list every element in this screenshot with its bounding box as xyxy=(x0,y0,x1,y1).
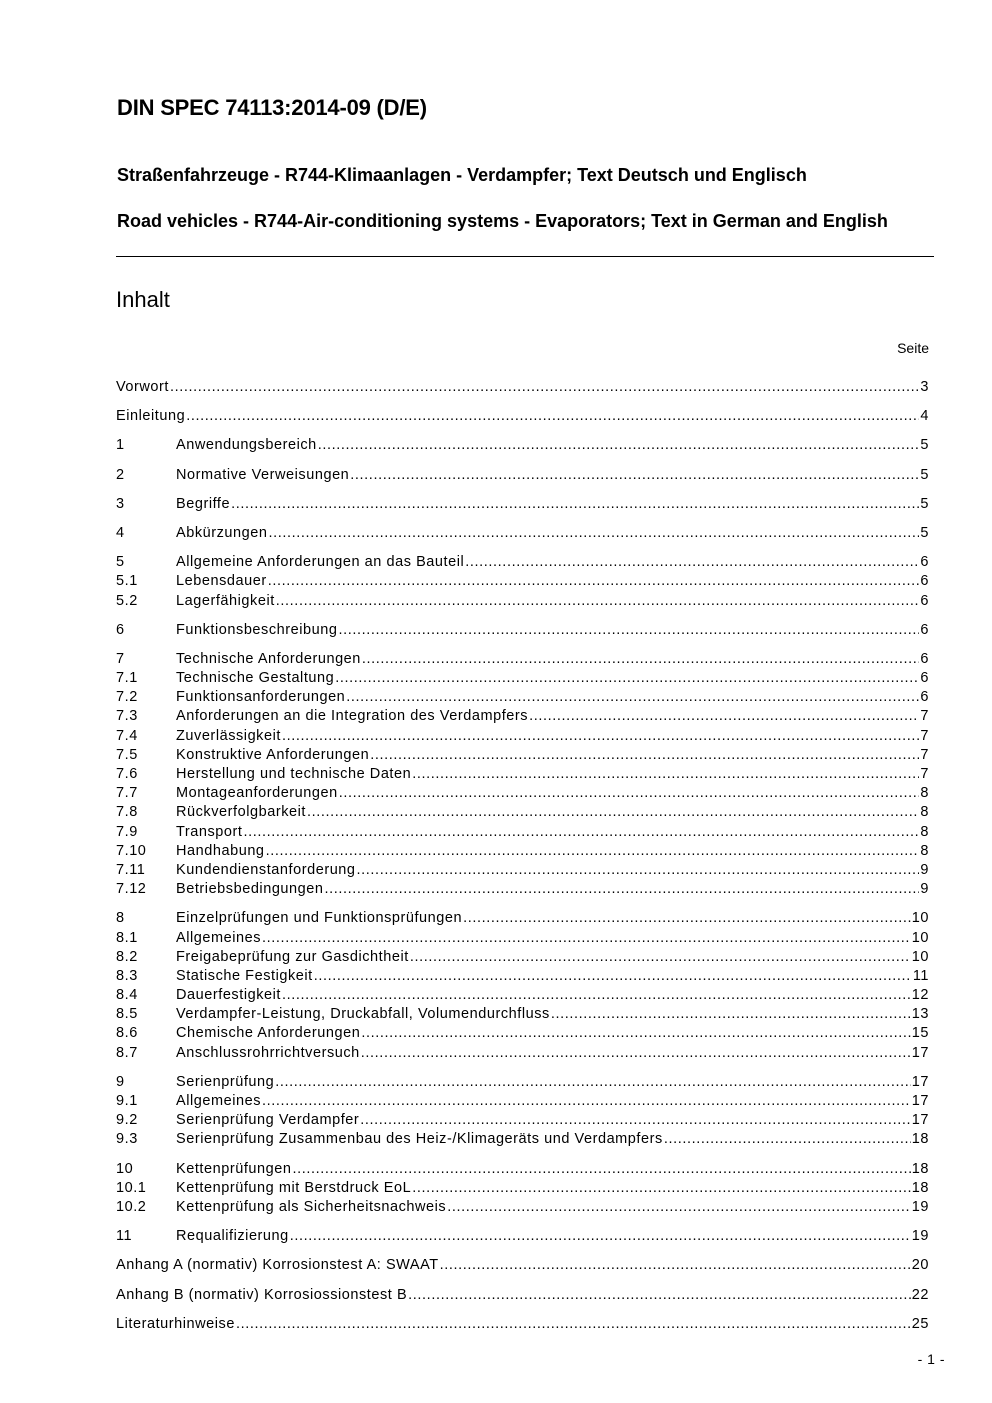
toc-entry-label: Kundendienstanforderung xyxy=(176,861,356,878)
toc-dot-leader xyxy=(412,765,919,784)
toc-entry[interactable] xyxy=(116,842,929,861)
toc-entry-page: 18 xyxy=(911,1160,929,1177)
toc-entry[interactable] xyxy=(116,861,929,880)
toc-dot-leader xyxy=(408,1286,911,1305)
toc-entry[interactable] xyxy=(116,1256,929,1275)
toc-entry-number: 5.2 xyxy=(116,592,138,609)
toc-entry[interactable] xyxy=(116,1227,929,1246)
toc-dot-leader xyxy=(447,1198,911,1217)
toc-entry-label: Serienprüfung Zusammenbau des Heiz-/Klimageräts und Verdampfers xyxy=(176,1131,663,1148)
toc-dot-leader xyxy=(463,909,911,928)
toc-entry[interactable] xyxy=(116,621,929,640)
toc-dot-leader xyxy=(269,524,920,543)
toc-entry-number: 7.5 xyxy=(116,746,138,763)
toc-entry-label: Lebensdauer xyxy=(176,573,267,590)
toc-entry[interactable] xyxy=(116,669,929,688)
toc-dot-leader xyxy=(318,436,920,455)
toc-entry-page: 17 xyxy=(911,1112,929,1129)
toc-entry-label: Montageanforderungen xyxy=(176,785,338,802)
toc-entry-number: 8.1 xyxy=(116,929,138,946)
toc-dot-leader xyxy=(410,948,911,967)
toc-entry-label: Technische Gestaltung xyxy=(176,670,335,687)
toc-entry-label: Allgemeine Anforderungen an das Bauteil xyxy=(176,554,465,571)
toc-entry[interactable] xyxy=(116,688,929,707)
toc-entry-label: Serienprüfung Verdampfer xyxy=(176,1112,360,1129)
toc-entry-label: Kettenprüfung als Sicherheitsnachweis xyxy=(176,1198,447,1215)
toc-entry[interactable] xyxy=(116,765,929,784)
page-column-label: Seite xyxy=(897,340,929,356)
toc-entry[interactable] xyxy=(116,524,929,543)
toc-entry-number: 9.3 xyxy=(116,1131,138,1148)
toc-entry-number: 7.4 xyxy=(116,727,138,744)
toc-entry[interactable] xyxy=(116,1286,929,1305)
toc-entry-page: 8 xyxy=(920,785,929,802)
toc-entry[interactable] xyxy=(116,1160,929,1179)
toc-dot-leader xyxy=(276,592,920,611)
toc-entry[interactable] xyxy=(116,1315,929,1334)
toc-dot-leader xyxy=(290,1227,911,1246)
toc-dot-leader xyxy=(360,1111,910,1130)
toc-entry-number: 8.3 xyxy=(116,967,138,984)
toc-entry-page: 17 xyxy=(911,1073,929,1090)
toc-dot-leader xyxy=(440,1256,911,1275)
toc-dot-leader xyxy=(664,1130,911,1149)
toc-entry-number: 9.1 xyxy=(116,1093,138,1109)
toc-entry[interactable] xyxy=(116,967,929,986)
toc-dot-leader xyxy=(362,650,919,669)
toc-dot-leader xyxy=(346,688,919,707)
toc-entry-label: Anhang B (normativ) Korrosiossionstest B xyxy=(116,1286,408,1303)
toc-entry-number: 5 xyxy=(116,554,125,571)
toc-entry-number: 9.2 xyxy=(116,1112,138,1129)
toc-entry-label: Verdampfer-Leistung, Druckabfall, Volumendurchfluss xyxy=(176,1006,550,1023)
toc-entry-number: 10 xyxy=(116,1160,134,1177)
toc-entry[interactable] xyxy=(116,436,929,455)
toc-entry-page: 4 xyxy=(920,408,929,425)
toc-dot-leader xyxy=(357,861,920,880)
toc-dot-leader xyxy=(335,669,919,688)
toc-entry-page: 20 xyxy=(911,1257,929,1274)
toc-entry-page: 6 xyxy=(920,621,929,638)
toc-entry-page: 5 xyxy=(920,466,929,483)
toc-dot-leader xyxy=(350,466,919,485)
toc-entry-page: 3 xyxy=(920,379,929,395)
toc-dot-leader xyxy=(236,1315,911,1334)
toc-entry[interactable] xyxy=(116,378,929,397)
toc-entry-number: 7.2 xyxy=(116,689,138,706)
toc-entry[interactable] xyxy=(116,1179,929,1198)
toc-dot-leader xyxy=(243,823,919,842)
toc-entry-label: Technische Anforderungen xyxy=(176,650,361,667)
toc-entry-label: Betriebsbedingungen xyxy=(176,881,324,898)
toc-dot-leader xyxy=(370,746,919,765)
toc-entry[interactable] xyxy=(116,407,929,426)
toc-entry-number: 8 xyxy=(116,910,125,927)
toc-entry[interactable] xyxy=(116,948,929,967)
toc-entry-label: Handhabung xyxy=(176,842,265,859)
toc-entry-number: 5.1 xyxy=(116,573,138,590)
toc-entry[interactable] xyxy=(116,1024,929,1043)
toc-dot-leader xyxy=(529,707,919,726)
toc-dot-leader xyxy=(186,407,919,426)
toc-dot-leader xyxy=(262,1092,911,1111)
toc-entry-label: Zuverlässigkeit xyxy=(176,727,281,744)
toc-entry-number: 7.11 xyxy=(116,861,146,878)
toc-entry[interactable] xyxy=(116,746,929,765)
toc-entry-label: Anforderungen an die Integration des Verdampfers xyxy=(176,708,529,725)
toc-entry-page: 5 xyxy=(920,524,929,541)
toc-entry-page: 6 xyxy=(920,670,929,687)
toc-entry-label: Konstruktive Anforderungen xyxy=(176,746,370,763)
toc-dot-leader xyxy=(307,803,919,822)
toc-dot-leader xyxy=(412,1179,911,1198)
toc-entry-label: Funktionsanforderungen xyxy=(176,689,346,706)
toc-dot-leader xyxy=(314,967,912,986)
toc-entry-number: 8.2 xyxy=(116,948,138,965)
toc-entry-page: 22 xyxy=(911,1286,929,1303)
toc-dot-leader xyxy=(465,553,919,572)
toc-entry-page: 5 xyxy=(920,437,929,454)
toc-entry[interactable] xyxy=(116,986,929,1005)
toc-dot-leader xyxy=(266,842,920,861)
toc-dot-leader xyxy=(262,929,911,948)
toc-entry[interactable] xyxy=(116,880,929,899)
toc-entry-page: 10 xyxy=(911,929,929,946)
table-of-contents xyxy=(116,378,929,1334)
toc-entry-label: Freigabeprüfung zur Gasdichtheit xyxy=(176,948,409,965)
toc-entry-label: Normative Verweisungen xyxy=(176,466,350,483)
toc-entry-page: 10 xyxy=(911,910,929,927)
toc-entry-label: Allgemeines xyxy=(176,929,262,946)
toc-entry-number: 8.4 xyxy=(116,987,138,1004)
toc-entry-number: 11 xyxy=(116,1228,133,1245)
toc-entry[interactable] xyxy=(116,572,929,591)
toc-entry-page: 9 xyxy=(920,881,929,898)
toc-entry-page: 7 xyxy=(920,708,929,725)
toc-entry-page: 9 xyxy=(920,861,929,878)
toc-entry[interactable] xyxy=(116,784,929,803)
toc-dot-leader xyxy=(282,727,919,746)
toc-entry-label: Allgemeines xyxy=(176,1093,262,1109)
toc-entry[interactable] xyxy=(116,929,929,948)
toc-entry-page: 17 xyxy=(911,1044,929,1061)
toc-entry[interactable] xyxy=(116,707,929,726)
toc-entry-number: 8.6 xyxy=(116,1025,138,1042)
toc-entry[interactable] xyxy=(116,1111,929,1130)
toc-entry-number: 1 xyxy=(116,437,125,454)
toc-entry-label: Lagerfähigkeit xyxy=(176,592,275,609)
toc-entry-label: Serienprüfung xyxy=(176,1073,275,1090)
toc-dot-leader xyxy=(338,621,919,640)
toc-entry-number: 10.2 xyxy=(116,1198,147,1215)
toc-dot-leader xyxy=(170,378,919,397)
toc-entry-number: 9 xyxy=(116,1073,125,1090)
toc-entry-label: Transport xyxy=(176,823,243,840)
toc-entry-page: 10 xyxy=(911,948,929,965)
toc-dot-leader xyxy=(282,986,911,1005)
toc-entry-page: 8 xyxy=(920,842,929,859)
toc-entry-number: 3 xyxy=(116,495,125,512)
toc-entry-page: 7 xyxy=(920,727,929,744)
toc-entry-page: 7 xyxy=(920,766,929,782)
toc-entry-number: 2 xyxy=(116,466,125,483)
toc-dot-leader xyxy=(275,1073,911,1092)
toc-entry-number: 7.3 xyxy=(116,708,138,725)
toc-entry-label: Vorwort xyxy=(116,379,170,395)
toc-entry-label: Rückverfolgbarkeit xyxy=(176,804,306,821)
toc-entry[interactable] xyxy=(116,1198,929,1217)
toc-entry-label: Statische Festigkeit xyxy=(176,967,313,984)
toc-entry[interactable] xyxy=(116,1073,929,1092)
toc-entry[interactable] xyxy=(116,1005,929,1024)
toc-entry-page: 11 xyxy=(912,967,929,984)
toc-heading: Inhalt xyxy=(116,287,170,312)
toc-entry-number: 7.9 xyxy=(116,823,138,840)
toc-entry-page: 8 xyxy=(920,804,929,821)
subtitle-english: Road vehicles - R744-Air-conditioning systems - Evaporators; Text in German and English xyxy=(117,211,888,231)
toc-entry[interactable] xyxy=(116,823,929,842)
toc-entry-number: 6 xyxy=(116,621,125,638)
toc-dot-leader xyxy=(361,1044,911,1063)
toc-entry-page: 5 xyxy=(920,495,929,512)
toc-entry-label: Anschlussrohrrichtversuch xyxy=(176,1044,360,1061)
toc-entry[interactable] xyxy=(116,553,929,572)
toc-entry[interactable] xyxy=(116,1130,929,1149)
toc-entry-label: Anwendungsbereich xyxy=(176,437,317,454)
toc-entry-label: Abkürzungen xyxy=(176,524,268,541)
toc-entry-number: 10.1 xyxy=(116,1179,147,1196)
toc-entry-label: Kettenprüfung mit Berstdruck EoL xyxy=(176,1179,412,1196)
toc-entry[interactable] xyxy=(116,466,929,485)
title-divider xyxy=(116,256,934,257)
toc-entry[interactable] xyxy=(116,1092,929,1111)
toc-entry-label: Kettenprüfungen xyxy=(176,1160,292,1177)
toc-dot-leader xyxy=(361,1024,910,1043)
toc-entry[interactable] xyxy=(116,650,929,669)
subtitle-german: Straßenfahrzeuge - R744-Klimaanlagen - Verdampfer; Text Deutsch und Englisch xyxy=(117,165,807,185)
toc-entry-page: 7 xyxy=(920,746,929,763)
toc-entry-page: 6 xyxy=(920,650,929,667)
toc-entry-page: 13 xyxy=(911,1006,929,1023)
toc-entry-label: Requalifizierung xyxy=(176,1228,289,1245)
toc-entry-page: 19 xyxy=(911,1228,929,1245)
toc-entry-number: 7 xyxy=(116,650,125,667)
toc-entry-label: Funktionsbeschreibung xyxy=(176,621,338,638)
toc-dot-leader xyxy=(231,495,919,514)
toc-entry-label: Dauerfestigkeit xyxy=(176,987,281,1004)
toc-entry-page: 8 xyxy=(920,823,929,840)
toc-dot-leader xyxy=(325,880,920,899)
page-number: - 1 - xyxy=(917,1351,945,1367)
toc-entry-page: 6 xyxy=(920,573,929,590)
toc-entry-number: 4 xyxy=(116,524,125,541)
toc-entry-label: Literaturhinweise xyxy=(116,1315,235,1332)
toc-entry-page: 18 xyxy=(911,1131,929,1148)
toc-entry[interactable] xyxy=(116,495,929,514)
toc-entry-label: Einzelprüfungen und Funktionsprüfungen xyxy=(176,910,463,927)
toc-entry-page: 6 xyxy=(920,554,929,571)
toc-entry-number: 7.6 xyxy=(116,766,138,782)
toc-dot-leader xyxy=(551,1005,911,1024)
toc-dot-leader xyxy=(268,572,920,591)
toc-entry-page: 6 xyxy=(920,592,929,609)
toc-entry[interactable] xyxy=(116,803,929,822)
toc-entry-page: 6 xyxy=(920,689,929,706)
toc-entry-page: 19 xyxy=(911,1198,929,1215)
toc-dot-leader xyxy=(292,1160,910,1179)
toc-entry-label: Chemische Anforderungen xyxy=(176,1025,361,1042)
toc-entry-page: 25 xyxy=(911,1315,929,1332)
toc-entry-label: Herstellung und technische Daten xyxy=(176,766,412,782)
toc-entry-number: 8.7 xyxy=(116,1044,138,1061)
toc-entry-page: 18 xyxy=(911,1179,929,1196)
toc-entry[interactable] xyxy=(116,592,929,611)
toc-entry-page: 17 xyxy=(911,1093,929,1109)
toc-entry-number: 8.5 xyxy=(116,1006,138,1023)
toc-dot-leader xyxy=(339,784,920,803)
toc-entry-label: Begriffe xyxy=(176,495,231,512)
toc-entry-number: 7.10 xyxy=(116,842,147,859)
toc-entry-label: Einleitung xyxy=(116,408,186,425)
toc-entry[interactable] xyxy=(116,909,929,928)
toc-entry-page: 12 xyxy=(911,987,929,1004)
toc-entry-label: Anhang A (normativ) Korrosionstest A: SWAAT xyxy=(116,1257,439,1274)
toc-entry-page: 15 xyxy=(911,1025,929,1042)
toc-entry[interactable] xyxy=(116,727,929,746)
toc-entry-number: 7.8 xyxy=(116,804,138,821)
toc-entry-number: 7.12 xyxy=(116,881,147,898)
document-title: DIN SPEC 74113:2014-09 (D/E) xyxy=(117,95,427,120)
toc-entry[interactable] xyxy=(116,1044,929,1063)
toc-entry-number: 7.1 xyxy=(116,670,138,687)
toc-entry-number: 7.7 xyxy=(116,785,138,802)
